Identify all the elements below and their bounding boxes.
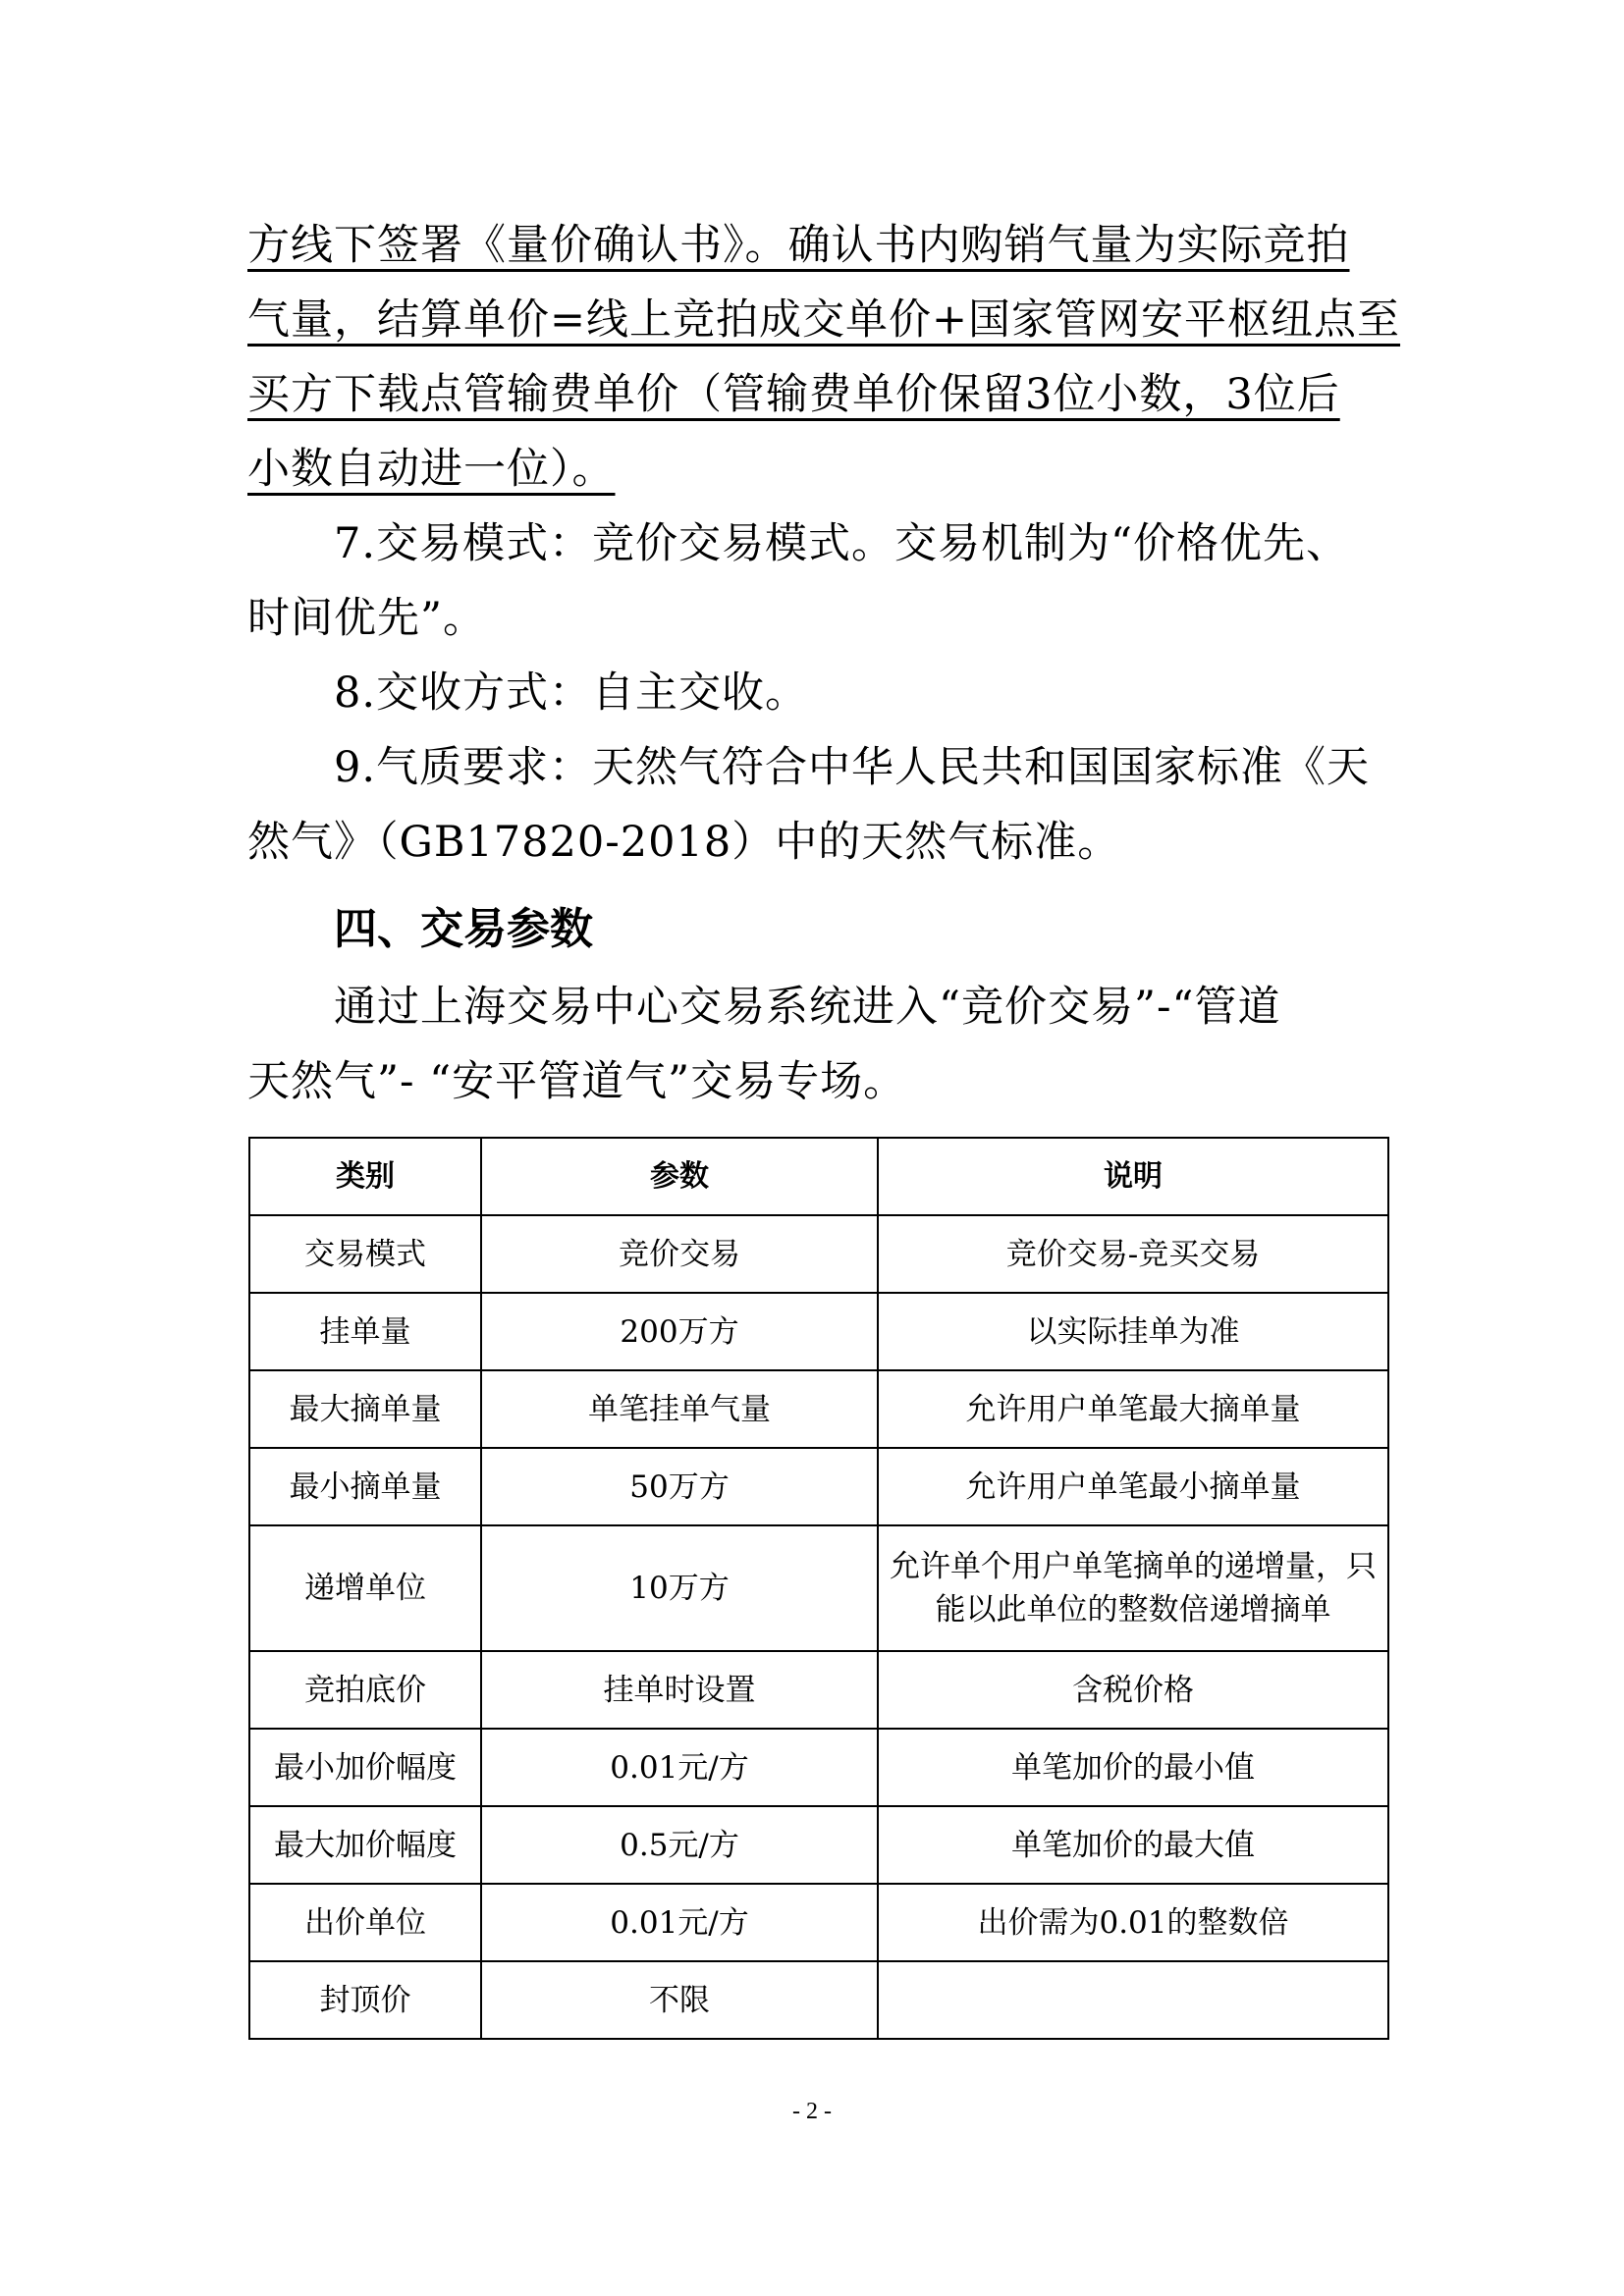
table-row xyxy=(249,1293,1388,1370)
table-row xyxy=(249,1884,1388,1961)
table-header-row xyxy=(249,1138,1388,1215)
paragraph-6-line-2: 气量，结算单价=线上竞拍成交单价+国家管网安平枢纽点至 xyxy=(247,295,1401,345)
paragraph-9-line-2: 然气》（GB17820-2018）中的天然气标准。 xyxy=(247,818,1121,867)
table-row xyxy=(249,1448,1388,1525)
paragraph-9-line-1: 9.气质要求：天然气符合中华人民共和国国家标准《天 xyxy=(334,743,1371,792)
cell-parameter: 竞价交易 xyxy=(481,1215,878,1293)
trading-parameters-table xyxy=(248,1137,1389,2040)
cell-description: 含税价格 xyxy=(878,1651,1388,1729)
table-row xyxy=(249,1370,1388,1448)
section-4-heading: 四、交易参数 xyxy=(334,904,593,954)
section-4-intro-line-1: 通过上海交易中心交易系统进入“竞价交易”-“管道 xyxy=(334,983,1281,1032)
header-category: 类别 xyxy=(249,1138,481,1215)
cell-description xyxy=(878,1961,1388,2039)
cell-category: 竞拍底价 xyxy=(249,1651,481,1729)
cell-category: 交易模式 xyxy=(249,1215,481,1293)
cell-category: 挂单量 xyxy=(249,1293,481,1370)
cell-parameter: 0.5元/方 xyxy=(481,1806,878,1884)
cell-category: 封顶价 xyxy=(249,1961,481,2039)
cell-category: 最小摘单量 xyxy=(249,1448,481,1525)
cell-parameter: 0.01元/方 xyxy=(481,1729,878,1806)
cell-parameter: 200万方 xyxy=(481,1293,878,1370)
paragraph-6-line-4: 小数自动进一位）。 xyxy=(247,445,616,494)
cell-category: 最大加价幅度 xyxy=(249,1806,481,1884)
cell-description: 单笔加价的最小值 xyxy=(878,1729,1388,1806)
cell-parameter: 50万方 xyxy=(481,1448,878,1525)
cell-description: 出价需为0.01的整数倍 xyxy=(878,1884,1388,1961)
cell-parameter: 不限 xyxy=(481,1961,878,2039)
table-row xyxy=(249,1525,1388,1651)
cell-description: 单笔加价的最大值 xyxy=(878,1806,1388,1884)
cell-category: 递增单位 xyxy=(249,1525,481,1651)
cell-parameter: 单笔挂单气量 xyxy=(481,1370,878,1448)
cell-category: 最小加价幅度 xyxy=(249,1729,481,1806)
section-4-intro-line-2: 天然气”- “安平管道气”交易专场。 xyxy=(247,1057,907,1106)
cell-parameter: 0.01元/方 xyxy=(481,1884,878,1961)
paragraph-8-line-1: 8.交收方式：自主交收。 xyxy=(334,668,809,718)
table-row xyxy=(249,1215,1388,1293)
page-number: - 2 - xyxy=(792,2099,832,2124)
cell-parameter: 10万方 xyxy=(481,1525,878,1651)
table-row xyxy=(249,1651,1388,1729)
header-description: 说明 xyxy=(878,1138,1388,1215)
table-row xyxy=(249,1729,1388,1806)
table-row xyxy=(249,1806,1388,1884)
cell-description: 允许用户单笔最小摘单量 xyxy=(878,1448,1388,1525)
cell-category: 最大摘单量 xyxy=(249,1370,481,1448)
cell-description: 竞价交易-竞买交易 xyxy=(878,1215,1388,1293)
paragraph-7-line-1: 7.交易模式：竞价交易模式。交易机制为“价格优先、 xyxy=(334,519,1350,568)
cell-parameter: 挂单时设置 xyxy=(481,1651,878,1729)
paragraph-6-line-1: 方线下签署《量价确认书》。确认书内购销气量为实际竞拍 xyxy=(247,221,1350,270)
cell-description: 允许用户单笔最大摘单量 xyxy=(878,1370,1388,1448)
paragraph-6-line-3: 买方下载点管输费单价（管输费单价保留3位小数，3位后 xyxy=(247,370,1340,419)
cell-description: 允许单个用户单笔摘单的递增量，只能以此单位的整数倍递增摘单 xyxy=(878,1525,1388,1651)
table-row xyxy=(249,1961,1388,2039)
paragraph-7-line-2: 时间优先”。 xyxy=(247,594,486,643)
header-parameter: 参数 xyxy=(481,1138,878,1215)
cell-category: 出价单位 xyxy=(249,1884,481,1961)
document-body xyxy=(247,218,1401,1129)
cell-description: 以实际挂单为准 xyxy=(878,1293,1388,1370)
